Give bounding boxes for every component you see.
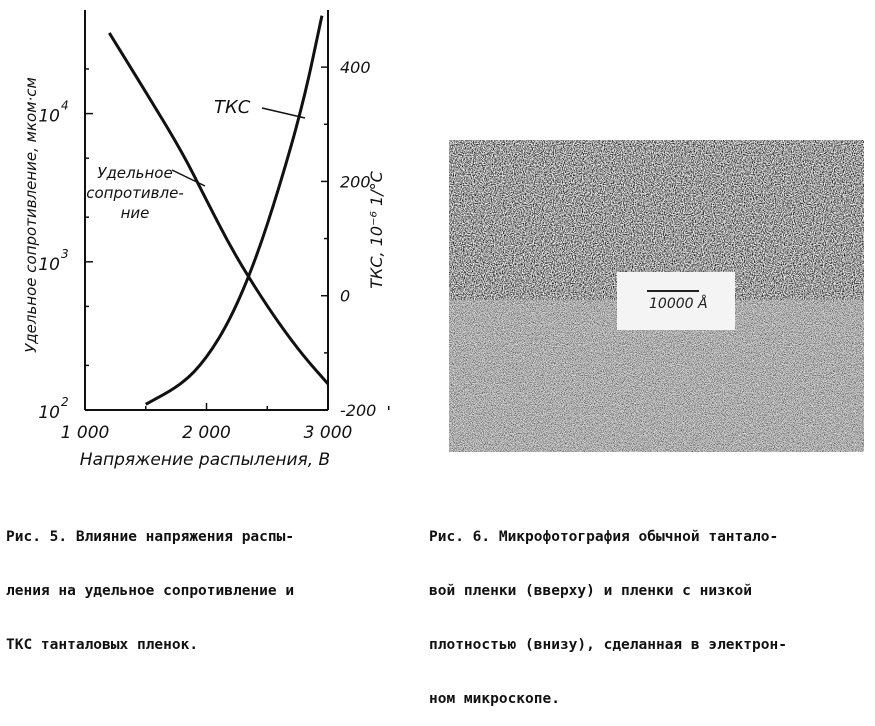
caption-line: ления на удельное сопротивление и xyxy=(6,583,295,599)
y-right-tick-label: 0 xyxy=(340,286,351,306)
caption-line: вой пленки (вверху) и пленки с низкой xyxy=(429,583,753,599)
y-right-tick-label: 200 xyxy=(340,172,371,192)
series-label-resistivity: сопротивле- xyxy=(86,184,184,202)
y-right-tick-label: -200 xyxy=(340,401,377,420)
figure-5-caption xyxy=(6,492,294,672)
caption-line: плотностью (внизу), сделанная в электрон- xyxy=(429,637,787,653)
figure-6-caption xyxy=(429,492,787,726)
caption-line: Рис. 6. Микрофотография обычной танталo- xyxy=(429,529,779,545)
series-label-resistivity: Удельное xyxy=(97,164,173,182)
series-label-resistivity: ние xyxy=(120,204,150,222)
caption-line: Рис. 5. Влияние напряжения распы- xyxy=(6,529,295,545)
series-label-tcr: ТКС xyxy=(214,97,251,118)
scale-label: 10000 Å xyxy=(649,296,708,312)
x-tick-label: 3 000 xyxy=(303,423,353,443)
y-left-tick-label: 10 xyxy=(38,254,60,275)
figure-5-chart xyxy=(0,0,430,480)
x-axis-label: Напряжение распыления, В xyxy=(79,450,331,470)
y-left-tick-exponent: 2 xyxy=(61,395,69,409)
caption-line: ТКС танталовых пленок. xyxy=(6,637,199,653)
y-right-tick-label: 400 xyxy=(340,58,371,78)
y-left-tick-exponent: 4 xyxy=(61,98,69,113)
y-left-tick-exponent: 3 xyxy=(61,246,69,261)
electron-micrograph xyxy=(449,140,864,452)
y-left-axis-label: Удельное сопротивление, мком·см xyxy=(22,77,40,353)
y-left-tick-label: 10 xyxy=(38,106,60,127)
y-left-tick-label: 10 xyxy=(38,403,60,423)
y-right-axis-label: ТКС, 10⁻⁶ 1/°С xyxy=(367,171,386,289)
x-tick-label: 1 000 xyxy=(60,423,110,443)
scale-bar xyxy=(647,290,699,292)
x-tick-label: 2 000 xyxy=(182,423,231,443)
chart-texts xyxy=(22,58,386,470)
caption-line: ном микроскопе. xyxy=(429,691,560,707)
